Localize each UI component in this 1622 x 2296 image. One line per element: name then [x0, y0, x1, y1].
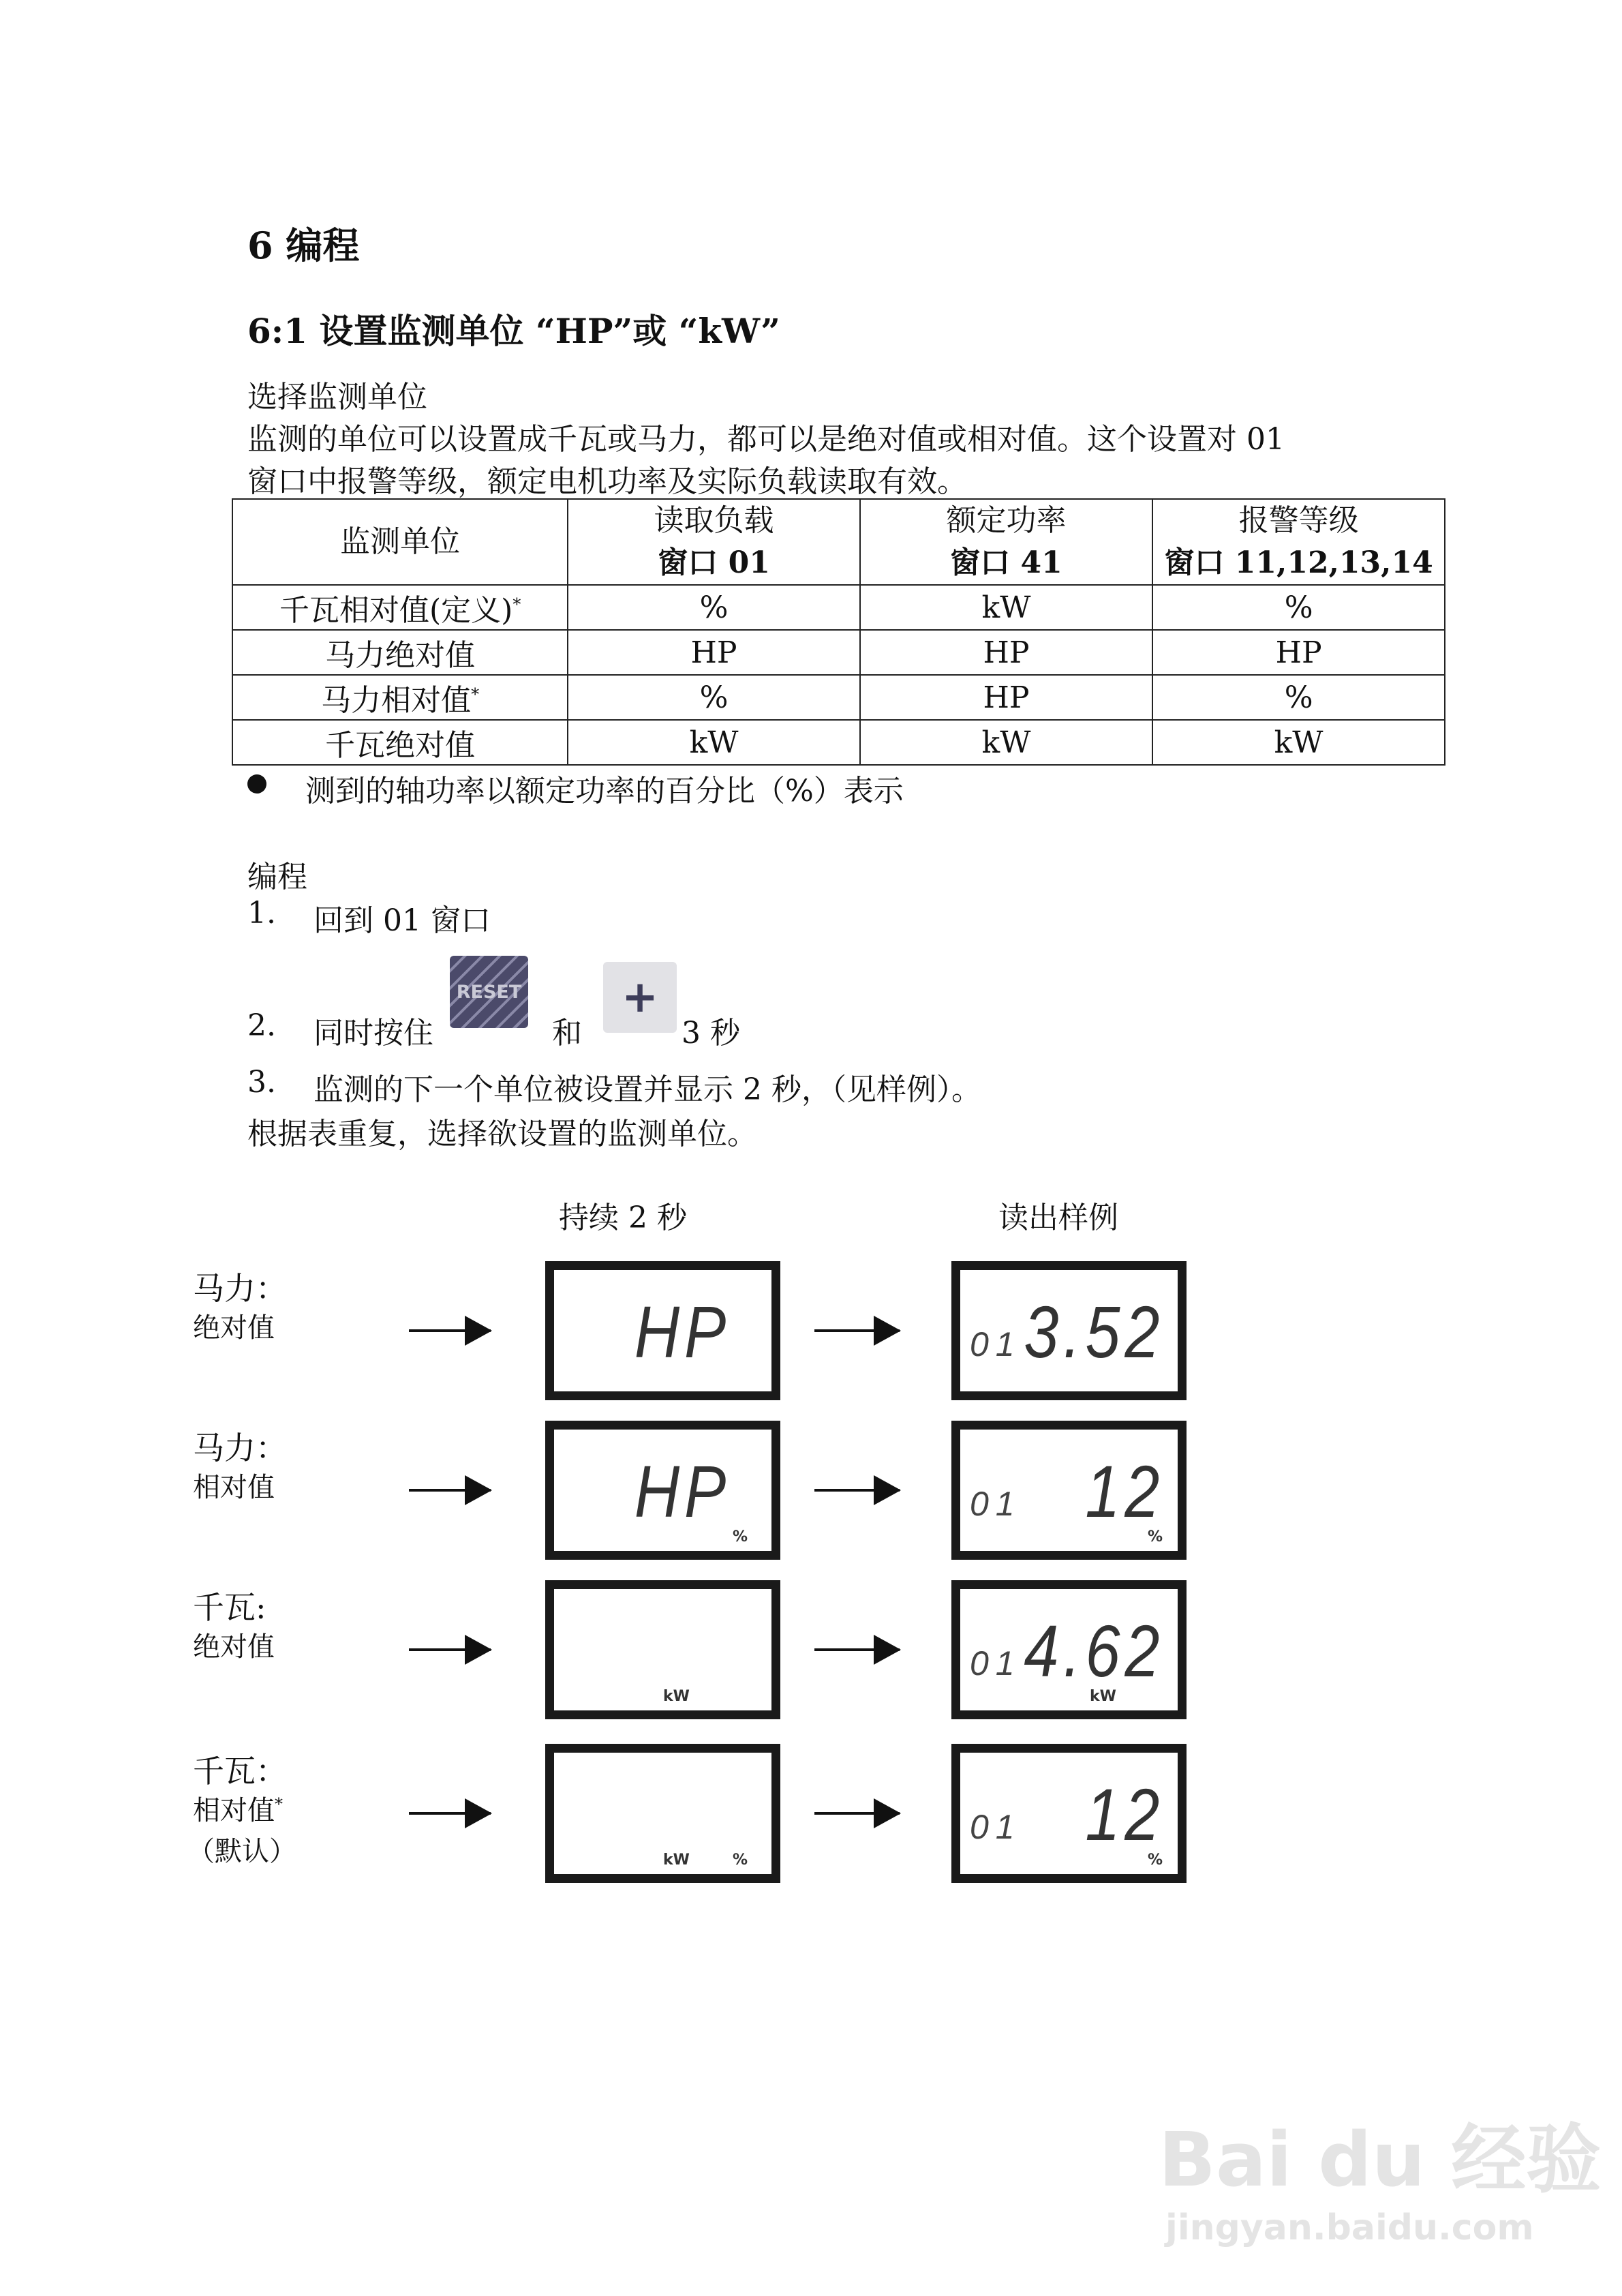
step-1-number: 1. — [247, 896, 276, 931]
lcd-value: 12 — [1085, 1773, 1164, 1856]
intro-line-2: 窗口中报警等级，额定电机功率及实际负载读取有效。 — [247, 464, 967, 499]
plus-icon: + — [622, 972, 658, 1023]
arrow-right-icon — [814, 1489, 900, 1492]
lcd-display-readout — [951, 1261, 1187, 1400]
lcd-display-readout — [951, 1580, 1187, 1719]
lcd-value: 3.52 — [1024, 1290, 1164, 1373]
row-label-mode: 绝对值 — [193, 1312, 275, 1344]
lcd-window-number: 01 — [970, 1485, 1022, 1523]
lcd-display-setting — [545, 1580, 780, 1719]
arrow-right-icon — [814, 1812, 900, 1815]
step-3-number: 3. — [247, 1065, 276, 1100]
table-row: 马力相对值* % HP % — [232, 675, 1445, 720]
step-2-number: 2. — [247, 1008, 276, 1043]
table-row: 马力绝对值 HP HP HP — [232, 630, 1445, 675]
row-label-mode: 相对值 — [193, 1472, 275, 1503]
lcd-window-number: 01 — [970, 1325, 1022, 1363]
header-cell: 额定功率 窗口 41 — [860, 499, 1152, 585]
arrow-right-icon — [814, 1329, 900, 1332]
baidu-watermark: Bai du 经验 jingyan.baidu.com — [1159, 2116, 1602, 2248]
table-header-row — [232, 499, 1445, 585]
col-header-hold: 持续 2 秒 — [559, 1200, 687, 1235]
lcd-unit-kw: kW — [1090, 1688, 1116, 1705]
table-row: 千瓦相对值(定义)* % kW % — [232, 585, 1445, 630]
lcd-unit-percent: % — [733, 1528, 748, 1545]
lcd-unit-percent: % — [733, 1852, 748, 1869]
arrow-right-icon — [409, 1812, 491, 1815]
lcd-window-number: 01 — [970, 1808, 1022, 1846]
lcd-text: HP — [634, 1450, 731, 1532]
lcd-unit-kw: kW — [663, 1688, 690, 1705]
table-row: 千瓦绝对值 kW kW kW — [232, 720, 1445, 765]
reset-button[interactable] — [450, 956, 528, 1028]
row-label-unit: 千瓦: — [193, 1589, 266, 1626]
lcd-display-setting — [545, 1261, 780, 1400]
reset-label: RESET — [456, 981, 522, 1003]
plus-button[interactable] — [603, 962, 677, 1033]
bullet-icon — [247, 774, 266, 794]
row-label-mode: 绝对值 — [193, 1631, 275, 1663]
step-3-text: 监测的下一个单位被设置并显示 2 秒，（见样例）。 — [313, 1072, 981, 1107]
row-label-default: （默认） — [187, 1836, 296, 1867]
lcd-display-setting — [545, 1744, 780, 1883]
lcd-value: 12 — [1085, 1450, 1164, 1532]
programming-label: 编程 — [247, 860, 307, 894]
units-table — [232, 498, 1445, 766]
row-label-unit: 马力： — [193, 1430, 287, 1466]
subheading: 选择监测单位 — [247, 380, 427, 414]
section-title: 6:1 设置监测单位 “HP”或 “kW” — [247, 311, 780, 351]
step-2-tail: 3 秒 — [682, 1016, 740, 1051]
lcd-unit-percent: % — [1148, 1528, 1163, 1545]
header-cell: 报警等级 窗口 11,12,13,14 — [1152, 499, 1445, 585]
bullet-note: 测到的轴功率以额定功率的百分比（%）表示 — [305, 774, 904, 809]
lcd-value: 4.62 — [1024, 1610, 1164, 1692]
arrow-right-icon — [409, 1648, 491, 1651]
lcd-window-number: 01 — [970, 1644, 1022, 1682]
lcd-display-setting — [545, 1421, 780, 1560]
arrow-right-icon — [409, 1329, 491, 1332]
lcd-text: HP — [634, 1290, 731, 1373]
row-label-unit: 千瓦： — [193, 1753, 287, 1789]
intro-line-1: 监测的单位可以设置成千瓦或马力，都可以是绝对值或相对值。这个设置对 01 — [247, 422, 1285, 457]
lcd-unit-percent: % — [1148, 1852, 1163, 1869]
lcd-display-readout — [951, 1421, 1187, 1560]
lcd-display-readout — [951, 1744, 1187, 1883]
repeat-text: 根据表重复，选择欲设置的监测单位。 — [247, 1117, 757, 1151]
header-cell: 读取负载 窗口 01 — [568, 499, 859, 585]
header-cell: 监测单位 — [232, 499, 568, 585]
lcd-unit-kw: kW — [663, 1852, 690, 1869]
row-label-unit: 马力： — [193, 1270, 287, 1307]
arrow-right-icon — [409, 1489, 491, 1492]
arrow-right-icon — [814, 1648, 900, 1651]
step-2-text: 同时按住 — [313, 1016, 433, 1051]
step-2-and: 和 — [552, 1016, 582, 1051]
row-label-mode: 相对值* — [193, 1794, 283, 1826]
page-heading: 6 编程 — [247, 224, 360, 267]
col-header-readout: 读出样例 — [998, 1200, 1118, 1235]
step-1-text: 回到 01 窗口 — [313, 903, 491, 938]
